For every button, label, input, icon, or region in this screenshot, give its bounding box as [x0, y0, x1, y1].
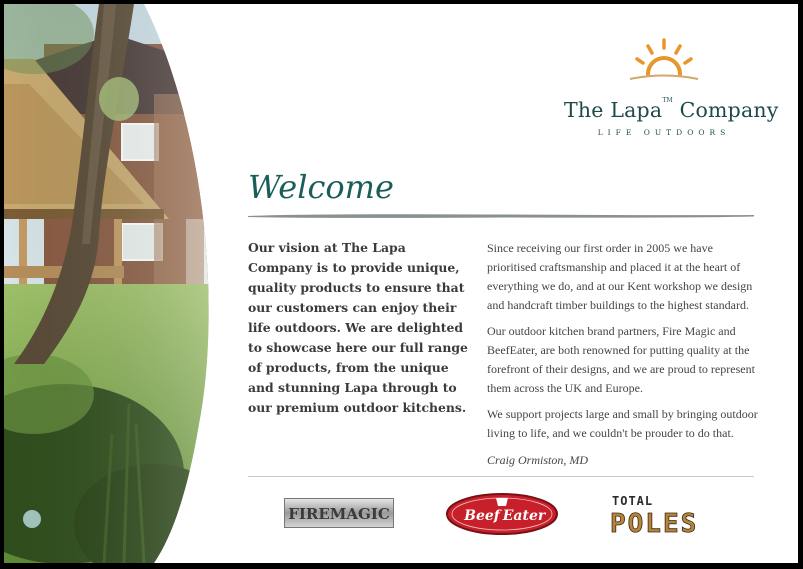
sun-icon: [628, 38, 700, 82]
signature: Craig Ormiston, MD: [487, 453, 589, 467]
body-paragraph: Since receiving our first order in 2005 we have prioritised craftsmanship and placed it at the heart of everything we do, and at our Kent workshop we design and handcraft timber buildings to the highest standard.: [487, 241, 753, 312]
firemagic-text: FIREMAGIC: [288, 505, 390, 523]
body-paragraph: Our outdoor kitchen brand partners, Fire Magic and BeefEater, are both renowned for putting quality at the forefront of their designs, and we are proud to represent them across the UK and Europe.: [487, 324, 755, 395]
firemagic-logo[interactable]: [284, 498, 394, 528]
logo-tagline: LIFE OUTDOORS: [597, 128, 731, 137]
welcome-page: [4, 4, 798, 563]
totalpoles-top-text: TOTAL: [612, 494, 654, 508]
beefeater-logo[interactable]: [446, 492, 558, 536]
beefeater-text-right: Eater: [502, 508, 546, 524]
footer-divider: [248, 476, 754, 477]
logo-wordmark: The Lapa™ Company: [564, 97, 779, 122]
vision-statement: Our vision at The Lapa Company is to provide unique, quality products to ensure that our customers can enjoy their life outdoors. We are delighted to showcase here our full range of products, from the unique and stunning Lapa through to our premium outdoor kitchens.: [248, 240, 468, 415]
lapa-company-logo[interactable]: [564, 38, 779, 148]
welcome-heading: Welcome: [248, 168, 394, 206]
body-paragraph: We support projects large and small by bringing outdoor living to life, and we couldn't be prouder to do that.: [487, 407, 758, 440]
beefeater-text-left: Beef: [464, 508, 500, 524]
totalpoles-bottom-text: POLES: [610, 509, 699, 536]
intro-body: [487, 239, 759, 477]
trademark-mark: TM: [662, 97, 673, 104]
totalpoles-logo[interactable]: [610, 492, 720, 536]
brush-divider: [248, 212, 754, 220]
